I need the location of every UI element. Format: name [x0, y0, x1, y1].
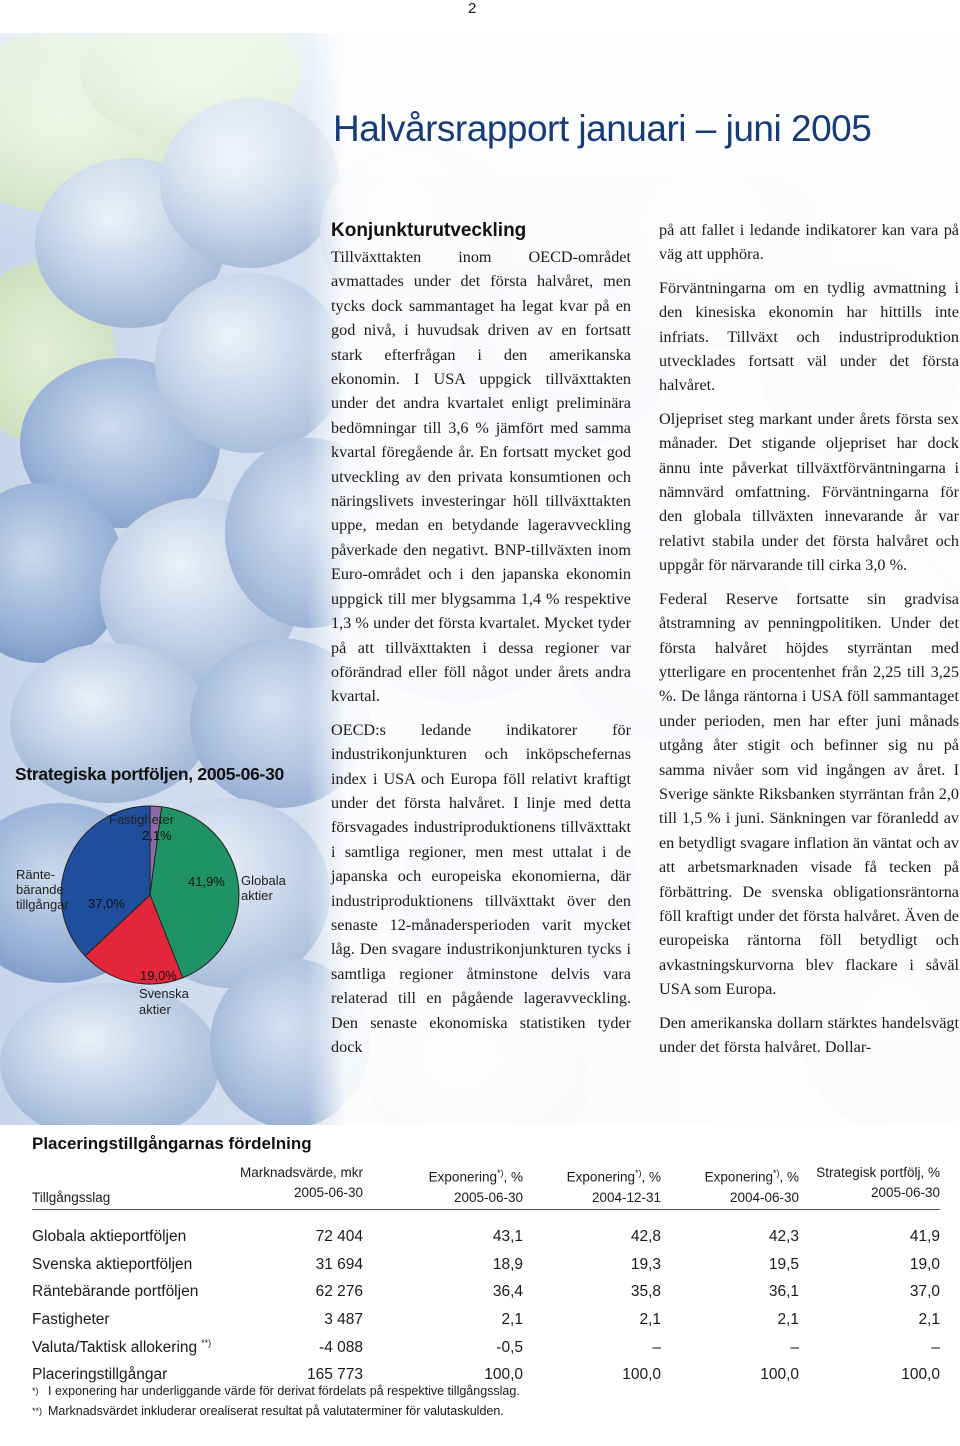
column-header-exposure-2004-12: Exponering*), % 2004-12-31: [566, 1168, 661, 1205]
value-cell: 100,0: [760, 1366, 799, 1384]
column-header-exposure-2004-06: Exponering*), % 2004-06-30: [704, 1168, 799, 1205]
table-row: [32, 1306, 940, 1334]
page-number: 2: [468, 0, 477, 17]
value-cell: 19,5: [768, 1255, 799, 1273]
value-cell: -0,5: [496, 1338, 523, 1356]
label-rante-3: tillgångar: [16, 897, 69, 912]
column-header-asset-class: Tillgångsslag: [32, 1189, 111, 1205]
value-cell: 2,1: [639, 1311, 661, 1329]
table-row: [32, 1251, 940, 1279]
value-globala: 41,9%: [188, 874, 225, 889]
asset-class-cell: Valuta/Taktisk allokering **): [32, 1338, 212, 1357]
value-cell: 36,4: [492, 1283, 523, 1301]
article-paragraph: Oljepriset steg markant under årets första sex månader. Det stigande oljepriset har dock ännu inte påverkat tillväxtförväntningarna i nämnvärd omfattning. Förväntningarna för den globala tillväxten innevarande år var relativt stabila under det första halvåret och uppgår för närvarande till cirka 3,0 %.: [659, 409, 959, 575]
label-rante-2: bärande: [16, 882, 64, 897]
value-cell: 2,1: [501, 1311, 523, 1329]
value-cell: –: [652, 1338, 661, 1356]
value-cell: 19,0: [909, 1255, 940, 1273]
asset-class-cell: Fastigheter: [32, 1311, 110, 1329]
article-heading: Konjunkturutveckling: [331, 220, 527, 241]
label-globala-1: Globala: [241, 873, 286, 888]
value-cell: 72 404: [315, 1228, 363, 1246]
value-cell: 31 694: [315, 1255, 363, 1273]
asset-class-cell: Placeringstillgångar: [32, 1366, 168, 1384]
article-paragraph: OECD:s ledande indikatorer för industrikonjunkturen och inköpschefernas index i USA och Europa föll relativt kraftigt under det första halvåret. I linje med detta försvagades industriproduktionens tillväxttakt i samtliga regioner, men mest uttalat i de japanska och europeiska ekonomierna, där industriproduktionens tillväxttakt över den senaste 12-månadersperioden varit mycket låg. Den svagare industrikonjunkturen tycks i samtliga regioner åtminstone delvis vara relaterad till en pågående lageravveckling. Den senaste ekonomiska statistiken tyder dock: [331, 720, 631, 1056]
value-cell: 2,1: [777, 1311, 799, 1329]
value-rante: 37,0%: [88, 896, 125, 911]
label-rante-1: Ränte-: [16, 867, 56, 882]
allocation-table-body: [32, 1224, 940, 1390]
value-cell: 100,0: [622, 1366, 661, 1384]
allocation-table: [32, 1163, 940, 1389]
value-cell: 43,1: [492, 1228, 523, 1246]
label-fastigheter: Fastigheter: [109, 812, 175, 827]
value-fastigheter: 2,1%: [142, 828, 172, 843]
label-svenska-2: aktier: [139, 1002, 171, 1017]
article-paragraph: Federal Reserve fortsatte sin gradvisa åtstramning av penningpolitiken. Under det första halvåret höjdes styrräntan med ytterligare en procentenhet från 2,25 till 3,25 %. De långa räntorna i USA föll sammantaget under perioden, men har efter juni månads utgång åter stigit och befinner sig nu på samma nivåer som vid ingången av året. I Sverige sänkte Riksbanken styrräntan från 2,0 till 1,5 % i juni. Sänkningen var föranledd av en betydligt svagare inflation än väntat och av att arbetsmarknaden visade få tecken på förbättring. De svenska obligationsräntorna föll kraftigt under det första halvåret. Även de europeiska räntorna föll betydligt och avkastningskurvorna blev flackare i såväl USA som Europa.: [659, 589, 959, 999]
footnote: *) I exponering har underliggande värde för derivat fördelats på respektive tillgångsslag.: [32, 1384, 520, 1398]
article-paragraph: Tillväxttakten inom OECD-området avmattades under det första halvåret, men tycks dock sammantaget ha legat kvar på en god nivå, i huvudsak driven av en fortsatt stark efterfrågan i den amerikanska ekonomin. I USA uppgick tillväxttakten under det andra kvartalet enligt preliminära bedömningar till 3,6 % jämfört med samma kvartal föregående år. En fortsatt mycket god utveckling av den privata konsumtionen och näringslivets investeringar höll tillväxttakten uppe, medan en betydande lageravveckling påverkade den negativt. BNP-tillväxten inom Euro-området och i den japanska ekonomin uppgick till mer blygsamma 1,4 % respektive 1,3 % under det första kvartalet. Mycket tyder på att tillväxttakten i dessa regioner var oförändrad eller föll något under årets andra kvartal.: [331, 248, 631, 706]
label-svenska-1: Svenska: [139, 986, 189, 1001]
value-svenska: 19,0%: [140, 968, 177, 983]
column-header-exposure-2005: Exponering*), % 2005-06-30: [428, 1168, 523, 1205]
table-row: [32, 1334, 940, 1362]
label-globala-2: aktier: [241, 888, 273, 903]
article-column-left: [331, 218, 631, 1068]
value-cell: –: [790, 1338, 799, 1356]
asset-class-cell: Räntebärande portföljen: [32, 1283, 199, 1301]
value-cell: 18,9: [492, 1255, 523, 1273]
value-cell: 35,8: [630, 1283, 661, 1301]
portfolio-chart-title: Strategiska portföljen, 2005-06-30: [15, 764, 284, 784]
value-cell: 62 276: [315, 1283, 363, 1301]
value-cell: -4 088: [319, 1338, 363, 1356]
table-footnotes: [32, 1381, 520, 1421]
value-cell: 100,0: [484, 1366, 523, 1384]
table-header-row: [32, 1163, 940, 1208]
table-row: [32, 1224, 940, 1252]
value-cell: 3 487: [324, 1311, 363, 1329]
article-column-right: [659, 218, 959, 1068]
portfolio-pie-chart: [0, 800, 320, 1030]
asset-class-cell: Svenska aktieportföljen: [32, 1255, 193, 1273]
value-cell: 165 773: [306, 1366, 363, 1384]
value-cell: 36,1: [768, 1283, 799, 1301]
footnote: **) Marknadsvärdet inkluderar orealiserat resultat på valutaterminer för valutaskulden.: [32, 1404, 504, 1418]
table-row: [32, 1279, 940, 1307]
value-cell: 42,3: [768, 1228, 799, 1246]
value-cell: 42,8: [630, 1228, 661, 1246]
column-header-strategic-portfolio: Strategisk portfölj, % 2005-06-30: [816, 1165, 940, 1200]
value-cell: 100,0: [901, 1366, 940, 1384]
value-cell: 2,1: [918, 1311, 940, 1329]
article-paragraph: Förväntningarna om en tydlig avmattning i den kinesiska ekonomin har hittills inte infriats. Tillväxt och industriproduktion utvecklades fortsatt väl under det första halvåret.: [659, 278, 959, 395]
report-title: Halvårsrapport januari – juni 2005: [333, 108, 872, 149]
article-paragraph: Den amerikanska dollarn stärktes handelsvägt under det första halvåret. Dollar-: [659, 1013, 959, 1056]
allocation-table-title: Placeringstillgångarnas fördelning: [32, 1134, 312, 1153]
column-header-market-value: Marknadsvärde, mkr 2005-06-30: [239, 1165, 363, 1200]
value-cell: 19,3: [630, 1255, 661, 1273]
asset-class-cell: Globala aktieportföljen: [32, 1228, 187, 1246]
value-cell: –: [931, 1338, 940, 1356]
article-paragraph: på att fallet i ledande indikatorer kan vara på väg att upphöra.: [659, 221, 959, 264]
value-cell: 41,9: [909, 1228, 940, 1246]
value-cell: 37,0: [909, 1283, 940, 1301]
allocation-table-section: [0, 1125, 960, 1446]
